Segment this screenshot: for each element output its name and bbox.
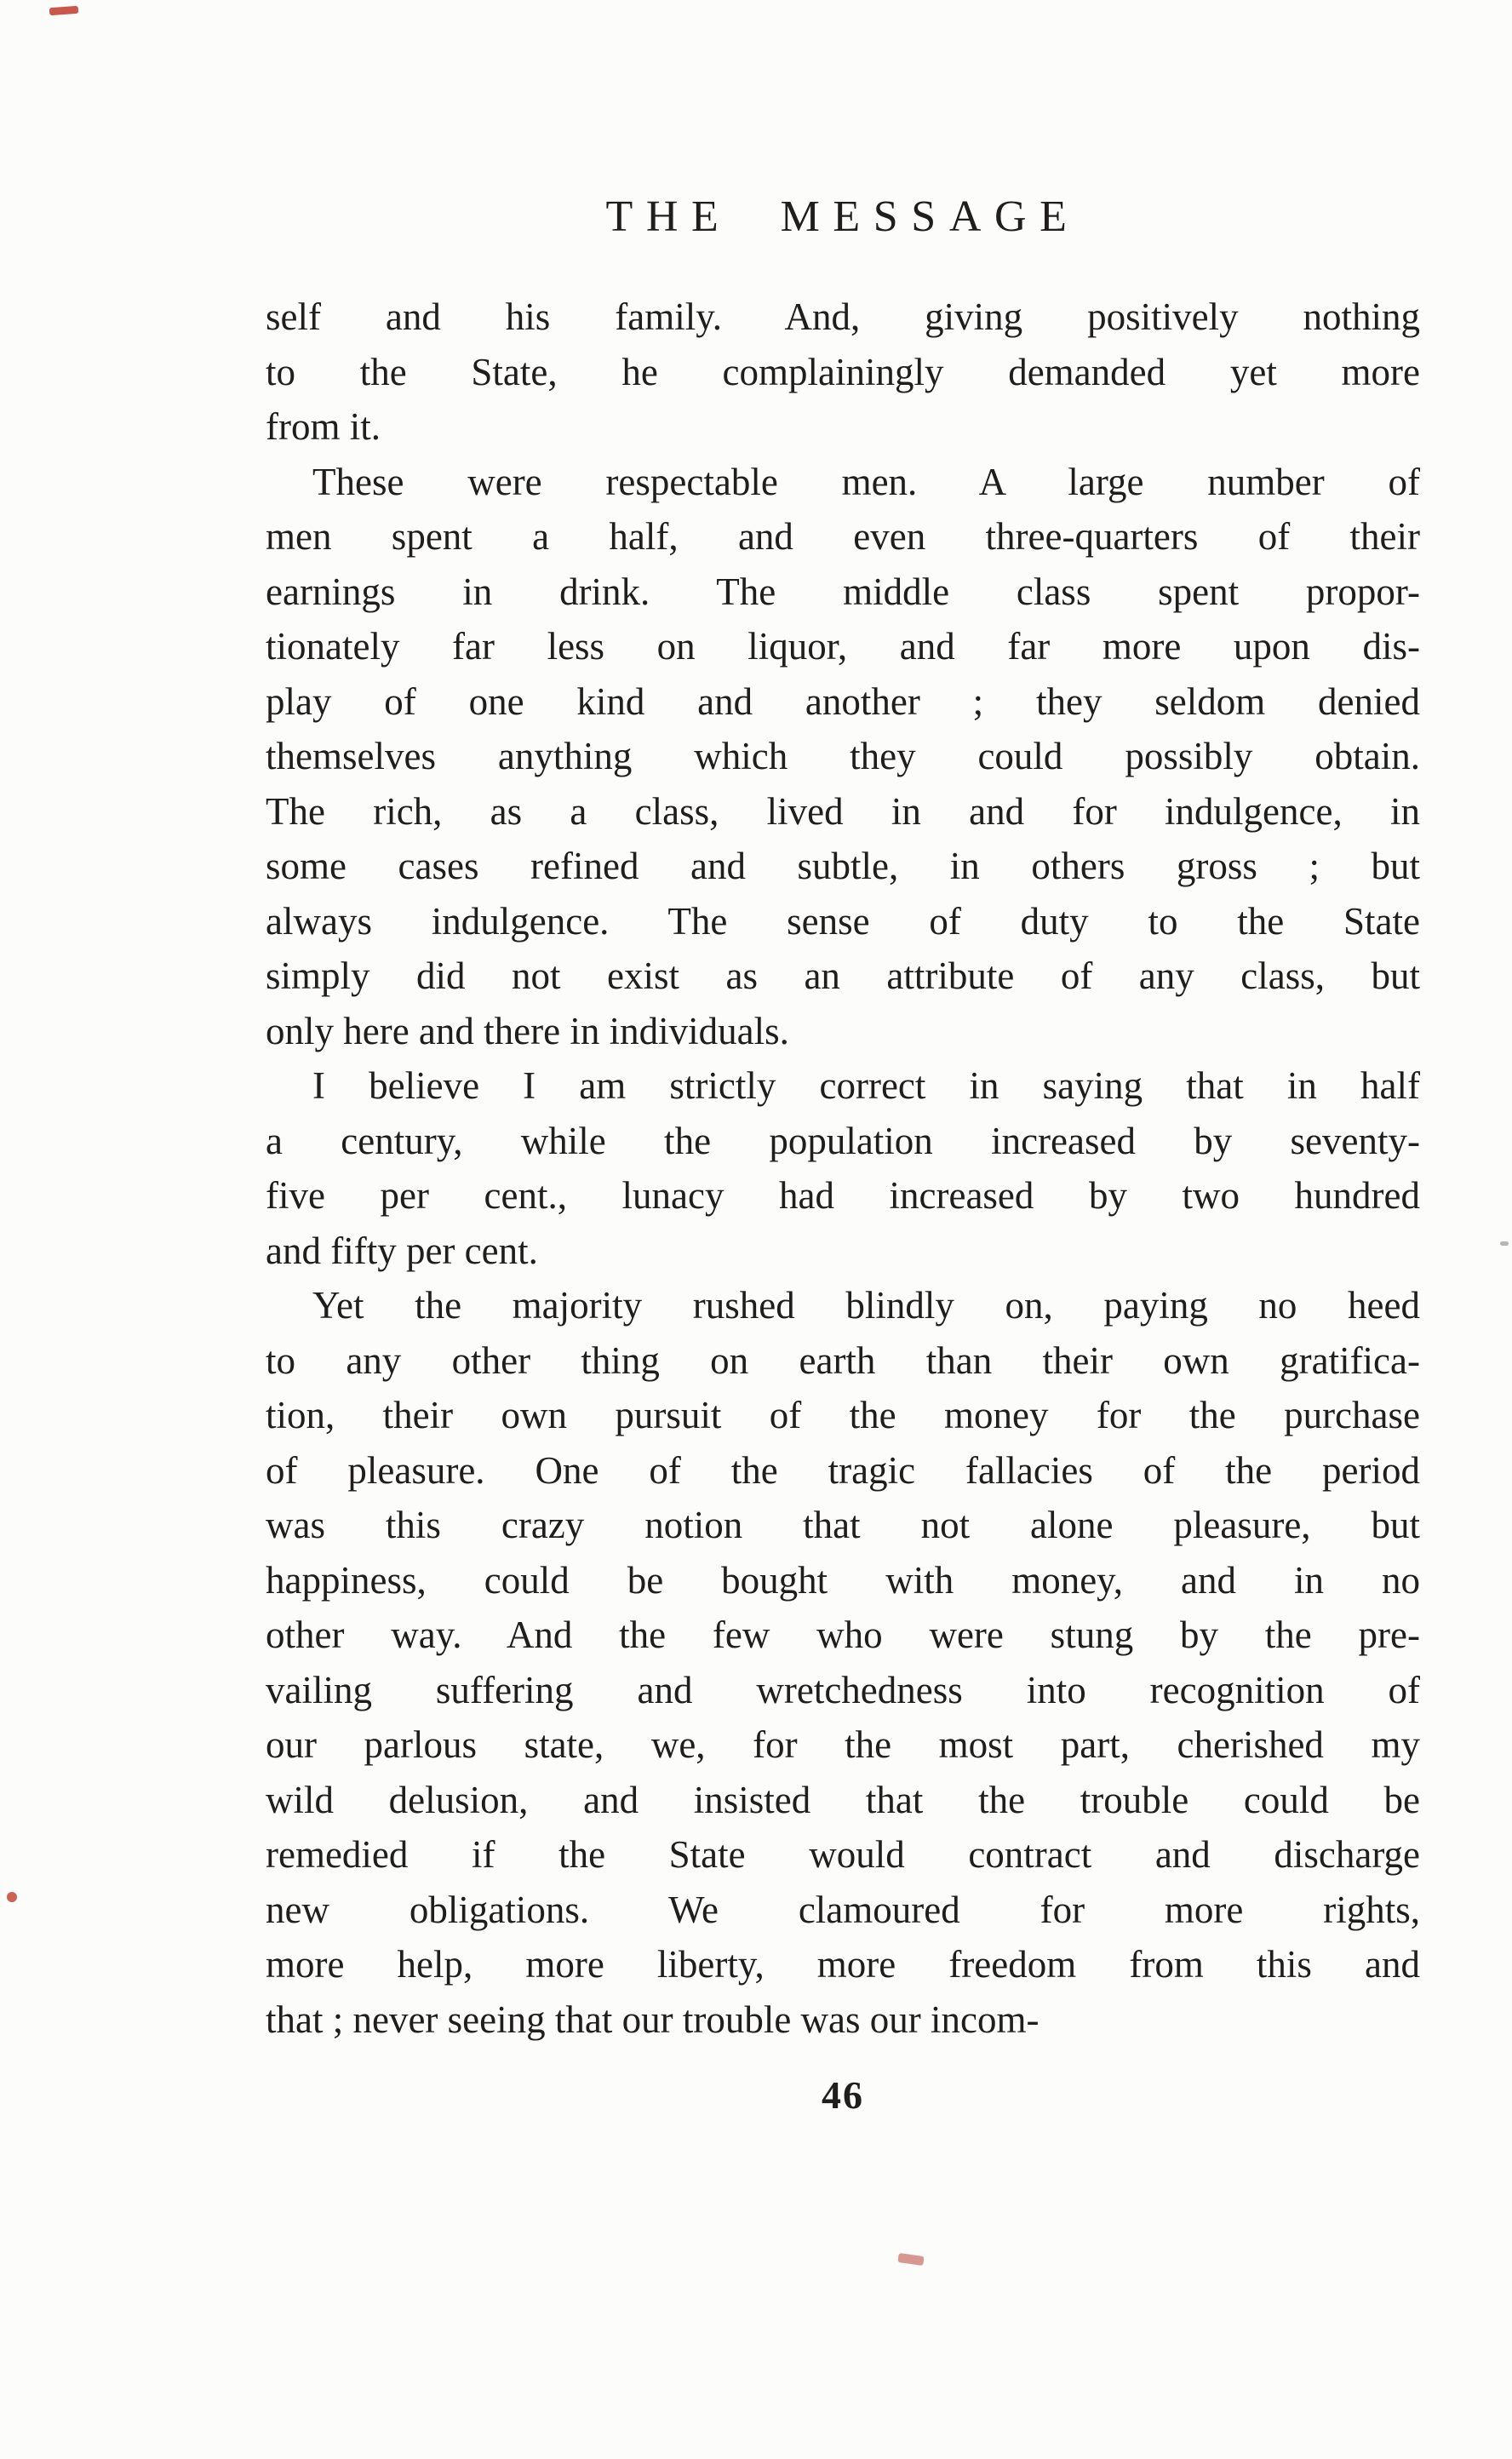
text-line: some cases refined and subtle, in others gross ; but — [266, 845, 1420, 887]
text-line: earnings in drink. The middle class spent propor- — [266, 570, 1420, 613]
text-line: to the State, he complainingly demanded yet more — [266, 350, 1420, 393]
text-line: vailing suffering and wretchedness into recognition of — [266, 1668, 1420, 1711]
scan-artifact-left-edge — [7, 1892, 17, 1902]
text-line: simply did not exist as an attribute of any class, but — [266, 954, 1420, 997]
text-line: men spent a half, and even three-quarters of their — [266, 515, 1420, 558]
text-line: a century, while the population increased by seventy- — [266, 1119, 1420, 1162]
scan-artifact-bottom — [897, 2253, 924, 2266]
text-line: Yet the majority rushed blindly on, paying no heed — [312, 1284, 1420, 1327]
page-title: THE MESSAGE — [605, 192, 1080, 241]
text-line: play of one kind and another ; they seldom denied — [266, 679, 1420, 723]
text-line: five per cent., lunacy had increased by two hundred — [266, 1174, 1420, 1217]
page-number: 46 — [822, 2073, 864, 2117]
text-line: to any other thing on earth than their own gratifica- — [266, 1338, 1420, 1382]
text-line: only here and there in individuals. — [266, 1009, 789, 1052]
text-line: our parlous state, we, for the most part, cherished my — [266, 1723, 1420, 1766]
text-line: These were respectable men. A large number of — [312, 460, 1420, 503]
text-column — [266, 192, 1420, 2118]
body-text — [266, 289, 1420, 2047]
text-line: was this crazy notion that not alone pleasure, but — [266, 1504, 1420, 1546]
text-line: wild delusion, and insisted that the trouble could be — [266, 1778, 1420, 1821]
text-line: always indulgence. The sense of duty to the State — [266, 899, 1420, 943]
text-line: from it. — [266, 405, 381, 448]
text-line: that ; never seeing that our trouble was our incom- — [266, 1998, 1040, 2041]
text-line: self and his family. And, giving positively nothing — [266, 295, 1420, 338]
text-line: tion, their own pursuit of the money for the purchase — [266, 1394, 1420, 1436]
text-line: happiness, could be bought with money, and in no — [266, 1558, 1420, 1602]
text-line: tionately far less on liquor, and far more upon dis- — [266, 625, 1420, 668]
scan-artifact-right-edge — [1500, 1241, 1509, 1246]
text-line: The rich, as a class, lived in and for indulgence, in — [266, 789, 1420, 833]
text-line: I believe I am strictly correct in saying that in half — [312, 1064, 1420, 1107]
scan-artifact-top-left — [49, 6, 79, 15]
text-line: remedied if the State would contract and discharge — [266, 1833, 1420, 1876]
text-line: new obligations. We clamoured for more rights, — [266, 1888, 1420, 1931]
text-line: themselves anything which they could possibly obtain. — [266, 735, 1420, 777]
text-line: more help, more liberty, more freedom from this and — [266, 1943, 1420, 1986]
text-line: and fifty per cent. — [266, 1229, 538, 1272]
text-line: other way. And the few who were stung by the pre- — [266, 1614, 1420, 1656]
text-line: of pleasure. One of the tragic fallacies of the period — [266, 1448, 1420, 1492]
